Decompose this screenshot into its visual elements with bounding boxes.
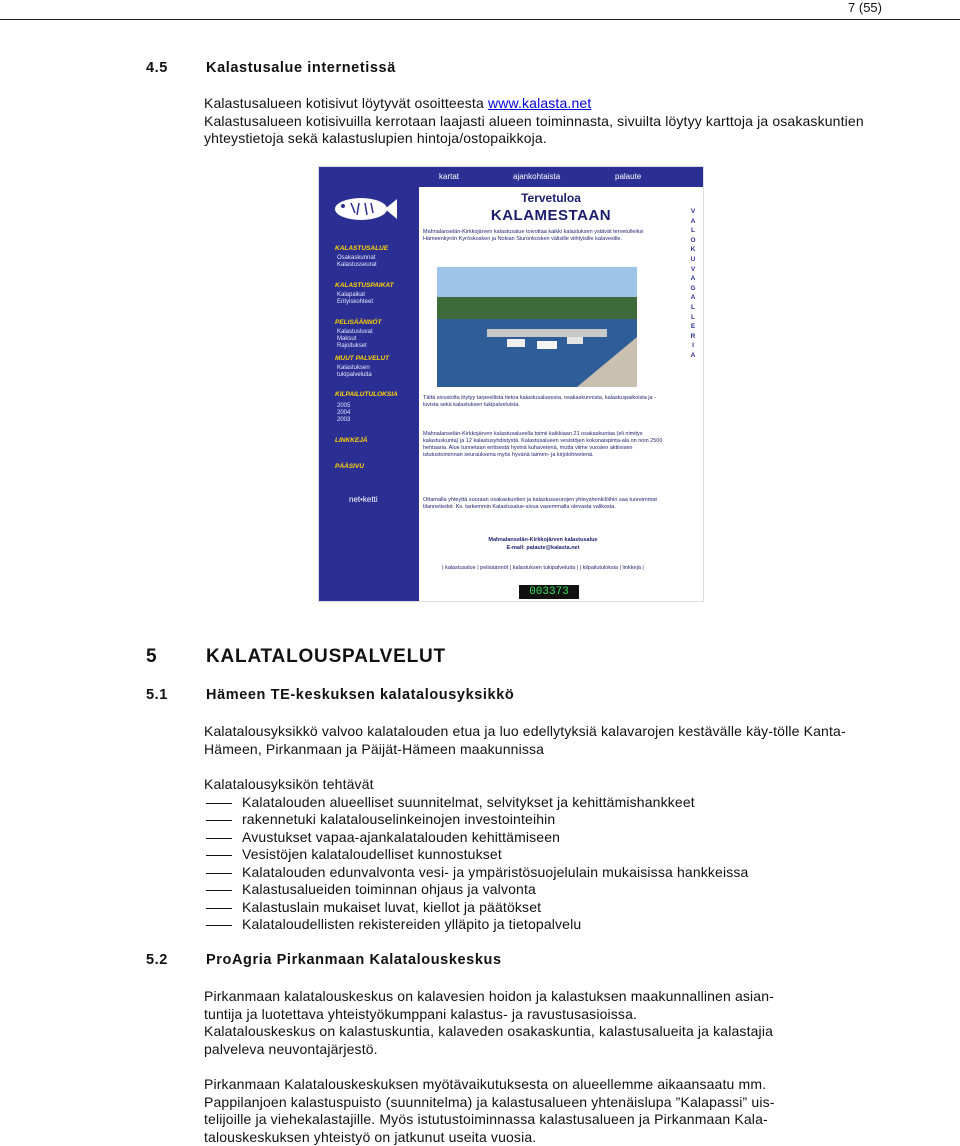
section-5-1-intro: Kalatalousyksikkö valvoo kalatalouden etua ja luo edellytyksiä kalavarojen kestävälle käy-tölle Kanta-Hämeen, Pirkanmaan ja Päijät-Hämeen maakunnissa [204,723,846,757]
section-heading-5-1 [146,687,846,707]
list-item: Kalatalouden alueelliset suunnitelmat, selvitykset ja kehittämishankkeet [204,794,884,812]
section-4-5-text [204,95,884,148]
nav-ajankohtaista[interactable]: ajankohtaista [513,172,561,181]
sidebar-item-pelisaannot[interactable]: PELISÄÄNNÖT [335,319,382,326]
list-item: Kalatalouden edunvalvonta vesi- ja ympäristösuojelulain mukaisissa hankkeissa [204,864,884,882]
text-line: Pappilanjoen kalastuspuisto (suunnitelma) ja kalastusalueen yhtenäislupa ”Kalapassi” uis- [204,1093,775,1110]
text-line: tuntija ja luotettava yhteistyökumppani kalastus- ja ravustusasioissa. [204,1005,638,1022]
sidebar-sub[interactable]: Kalapaikat Erityiskohteet [337,292,374,305]
text-line: telijoille ja viehekalastajille. Myös istutustoiminnassa kalastusalueen ja Pirkanmaan Kala- [204,1111,768,1127]
sidebar-sub[interactable]: Kalastuksen tukipalveluita [337,365,372,378]
sidebar-sub[interactable]: 2005 2004 2003 [337,403,351,423]
text-line: Pirkanmaan kalatalouskeskus on kalavesien hoidon ja kalastuksen maakunnallinen asian- [204,988,774,1004]
sidebar-item-paasivu[interactable]: PÄÄSIVU [335,463,364,470]
section-title: Hämeen TE-keskuksen kalatalousyksikkö [206,687,515,703]
homepage-description: Kalastusalueen kotisivuilla kerrotaan laajasti alueen toiminnasta, sivuilta löytyy karttoja ja osakaskuntien yhteystietoja sekä kalastuslupien hintoja/ostopaikkoja. [204,112,864,146]
intro-text: Mahnalanselän-Kirkkojärven kalastusalue toivottaa kaikki kalastuksen ystävät tervetulleiksi Hämeenkyrön Kyröskosken ja Nokian Siuronkosken välisille viihtyisille kalavesille. [423,229,644,242]
section-5-2-para-1 [204,988,884,1058]
list-heading: Kalatalousyksikön tehtävät [204,776,374,792]
contact-email[interactable]: E-mail: palaute@kalasta.net [506,545,580,551]
website-screenshot [318,166,704,602]
chapter-heading-5 [146,646,846,670]
text-line: talouskeskuksen yhteistyö on jatkunut useita vuosia. [204,1128,537,1145]
section-title: ProAgria Pirkanmaan Kalatalouskeskus [206,952,502,968]
visitor-counter: 003373 [519,585,579,599]
list-item: Kalataloudellisten rekistereiden ylläpito ja tietopalvelu [204,916,884,934]
sidebar-sub[interactable]: Kalastusluvat Maksut Rajoitukset [337,329,373,349]
gallery-link[interactable]: V A L O K U V A G A L L E R I A [690,208,696,359]
text-line: Pirkanmaan Kalatalouskeskuksen myötävaikutuksesta on alueellemme aikaansaatu mm. [204,1076,767,1092]
screenshot-topbar [419,167,703,187]
sidebar-item-kalastusalue[interactable]: KALASTUSALUE [335,245,389,252]
sidebar-item-kalastuspaikat[interactable]: KALASTUSPAIKAT [335,282,394,289]
fish-logo-icon [327,189,397,229]
chapter-number: 5 [146,646,158,667]
info-text-3: Ottamalla yhteyttä suoraan osakaskuntien ja kalastusseurojen yhteyshenkilöihin saa tuoreimmat tilannetiedot. Ks. tarkemmin Kalastusalue-sivua vasemmalla olevasta valikosta. [423,497,657,510]
sidebar-sub[interactable]: Osakaskunnat Kalastusseurat [337,255,377,268]
sidebar-item-muut-palvelut[interactable]: MUUT PALVELUT [335,355,390,362]
section-heading-4-5 [146,60,846,80]
screenshot-sidebar [319,167,419,601]
netketti-logo: net•ketti [349,495,378,504]
info-text-2: Mahnalanselän-Kirkkojärven kalastusalueella toimii kaikkiaan 21 osakaskuntaa (eli nimitys kalastuskunta) ja 12 kalastusyhdistystä. Kalastusalueen vesistöjen kokonaispinta-ala on noin 2500 hehtaaria. Alue tunnetaan entisestä hyvinä kuhavetenä, mutta viime vuosien aktiivisen istutustoiminnan seurauksena myös hyvänä taimen- ja kirjolohivetenä. [423,431,663,458]
page-number: 7 (55) [848,0,882,15]
section-5-1-list [204,776,884,934]
footer-links[interactable]: | kalastusalue | pelisäännöt | kalastuksen tukipalveluita | | kilpailutuloksia | linkkejä | [442,565,644,571]
list-item: Avustukset vapaa-ajankalatalouden kehittämiseen [204,829,884,847]
section-5-2-para-2 [204,1076,884,1146]
text-line: Kalatalouskeskus on kalastuskuntia, kalaveden osakaskuntia, kalastusalueita ja kalastajia [204,1023,774,1039]
section-number: 5.2 [146,952,168,968]
list-item: Kalastuslain mukaiset luvat, kiellot ja päätökset [204,899,884,917]
task-list [204,794,884,934]
homepage-intro: Kalastusalueen kotisivut löytyvät osoitteesta [204,95,484,111]
homepage-link[interactable]: www.kalasta.net [487,95,592,111]
sidebar-item-kilpailutuloksia[interactable]: KILPAILUTULOKSIA [335,391,398,398]
nav-palaute[interactable]: palaute [615,172,642,181]
text-line: palveleva neuvontajärjestö. [204,1040,378,1057]
list-item: Kalastusalueiden toiminnan ohjaus ja valvonta [204,881,884,899]
info-text-1: Tältä sivustolta löytyy tarpeellista tietoa kalastusalueesta, osakaskunnista, kalastuspaikoista ja -luvista sekä kalastuksen tukipalveluista. [423,395,656,408]
section-heading-5-2 [146,952,846,972]
list-item: rakennetuki kalatalouselinkeinojen investointeihin [204,811,884,829]
list-item: Vesistöjen kalataloudelliset kunnostukset [204,846,884,864]
lake-photo [437,267,637,387]
chapter-title: KALATALOUSPALVELUT [206,646,446,667]
nav-kartat[interactable]: kartat [439,172,460,181]
site-title: KALAMESTAAN [490,207,612,224]
section-title: Kalastusalue internetissä [206,60,396,76]
sidebar-item-linkkeja[interactable]: LINKKEJÄ [335,437,368,444]
section-number: 4.5 [146,60,168,76]
header-rule [0,19,960,20]
contact-name: Mahnalanselän-Kirkkojärven kalastusalue [488,537,598,543]
section-number: 5.1 [146,687,168,703]
welcome-title: Tervetuloa [521,191,581,205]
